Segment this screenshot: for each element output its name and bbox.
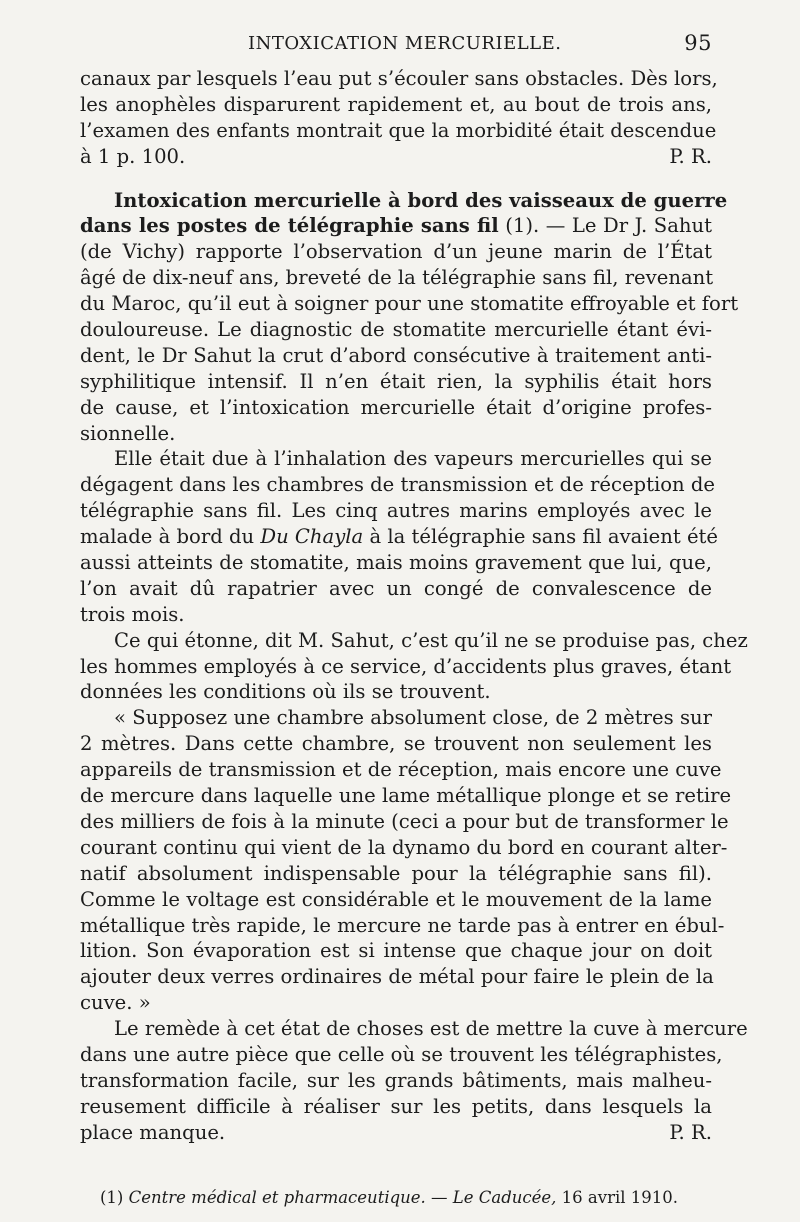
text-line: transformation facile, sur les grands bâtiments, mais malheu- [80,1068,712,1092]
ship-name: Du Chayla [260,525,364,549]
text-line: Comme le voltage est considérable et le mouvement de la lame [80,887,712,911]
text-line: syphilitique intensif. Il n’en était rien, la syphilis était hors [80,369,712,393]
author-initials: P. R. [669,1120,712,1144]
paragraph-continuation [80,66,718,170]
article-paragraph-2 [80,446,719,627]
text-line: données les conditions où ils se trouvent. [80,680,491,704]
text-line: âgé de dix-neuf ans, breveté de la télégraphie sans fil, revenant [80,266,714,290]
article-paragraph-4-quote [80,705,732,1016]
article-paragraph-1 [80,188,739,447]
text-line: reusement difficile à réaliser sur les petits, dans lesquels la [80,1094,712,1118]
text-line: l’on avait dû rapatrier avec un congé de convalescence de [80,576,712,600]
text-line: de mercure dans laquelle une lame métallique plonge et se retire [80,784,732,808]
text-line: (de Vichy) rapporte l’observation d’un jeune marin de l’État [80,240,712,264]
text-line: ajouter deux verres ordinaires de métal pour faire le plein de la [80,965,714,989]
text-line: « Supposez une chambre absolument close, de 2 mètres sur [114,706,712,730]
article-title-line [80,188,728,214]
text-line: cuve. » [80,991,151,1015]
text-line: trois mois. [80,602,185,626]
footnote-marker: (1) [100,1188,124,1207]
text-line: douloureuse. Le diagnostic de stomatite mercurielle étant évi- [80,318,712,342]
text-line: aussi atteints de stomatite, mais moins gravement que lui, que, [80,551,712,575]
article-title: Intoxication mercurielle à bord des vaisseaux de guerre [114,188,728,212]
text-line: les anophèles disparurent rapidement et, au bout de trois ans, [80,92,712,116]
author-mention: — Le Dr J. Sahut [539,214,713,238]
text-line: l’examen des enfants montrait que la morbidité était descendue [80,118,717,142]
text-line [80,524,719,550]
text-line: canaux par lesquels l’eau put s’écouler sans obstacles. Dès lors, [80,67,718,90]
running-title: INTOXICATION MERCURIELLE. [248,33,562,54]
text-fragment: à 1 p. 100. [80,144,186,168]
page-number: 95 [684,31,712,55]
footnote-ref: (1). [505,214,540,238]
text-line [80,213,712,239]
author-initials: P. R. [669,144,712,168]
footnote-source: Centre médical et pharmaceutique. [128,1188,426,1207]
footnote-date: 16 avril 1910. [556,1188,679,1207]
text-line [80,144,712,170]
text-fragment: à la télégraphie sans fil avaient été [363,525,719,549]
text-fragment: malade à bord du [80,525,261,549]
article-paragraph-3 [80,628,748,706]
text-fragment: place manque. [80,1120,226,1144]
text-line: de cause, et l’intoxication mercurielle était d’origine profes- [80,395,712,419]
text-line: des milliers de fois à la minute (ceci a pour but de transformer le [80,809,729,833]
text-line: courant continu qui vient de la dynamo du bord en courant alter- [80,835,728,859]
footnote-journal: Le Caducée, [452,1188,557,1207]
text-line: dégagent dans les chambres de transmission et de réception de [80,473,716,497]
text-line: dent, le Dr Sahut la crut d’abord consécutive à traitement anti- [80,343,712,367]
text-line: métallique très rapide, le mercure ne tarde pas à entrer en ébul- [80,913,725,937]
text-line: appareils de transmission et de réception, mais encore une cuve [80,758,722,782]
text-line: 2 mètres. Dans cette chambre, se trouvent non seulement les [80,732,712,756]
section-gap [80,170,712,188]
page-body [80,66,748,1146]
footnote [100,1188,712,1207]
text-line: Ce qui étonne, dit M. Sahut, c’est qu’il ne se produise pas, chez [114,628,748,652]
article-paragraph-5 [80,1016,748,1145]
text-line: télégraphie sans fil. Les cinq autres marins employés avec le [80,499,712,523]
text-line: lition. Son évaporation est si intense que chaque jour on doit [80,939,712,963]
text-line: dans une autre pièce que celle où se trouvent les télégraphistes, [80,1042,723,1066]
text-line: natif absolument indispensable pour la télégraphie sans fil). [80,861,712,885]
article-title-cont: dans les postes de télégraphie sans fil [80,214,499,238]
text-line [80,1120,712,1146]
text-line: Le remède à cet état de choses est de mettre la cuve à mercure [114,1017,748,1041]
text-line: Elle était due à l’inhalation des vapeurs mercurielles qui se [114,447,712,471]
text-line: du Maroc, qu’il eut à soigner pour une stomatite effroyable et fort [80,292,739,316]
footnote-dash: — [425,1188,453,1207]
text-line: les hommes employés à ce service, d’accidents plus graves, étant [80,654,732,678]
text-line: sionnelle. [80,421,176,445]
